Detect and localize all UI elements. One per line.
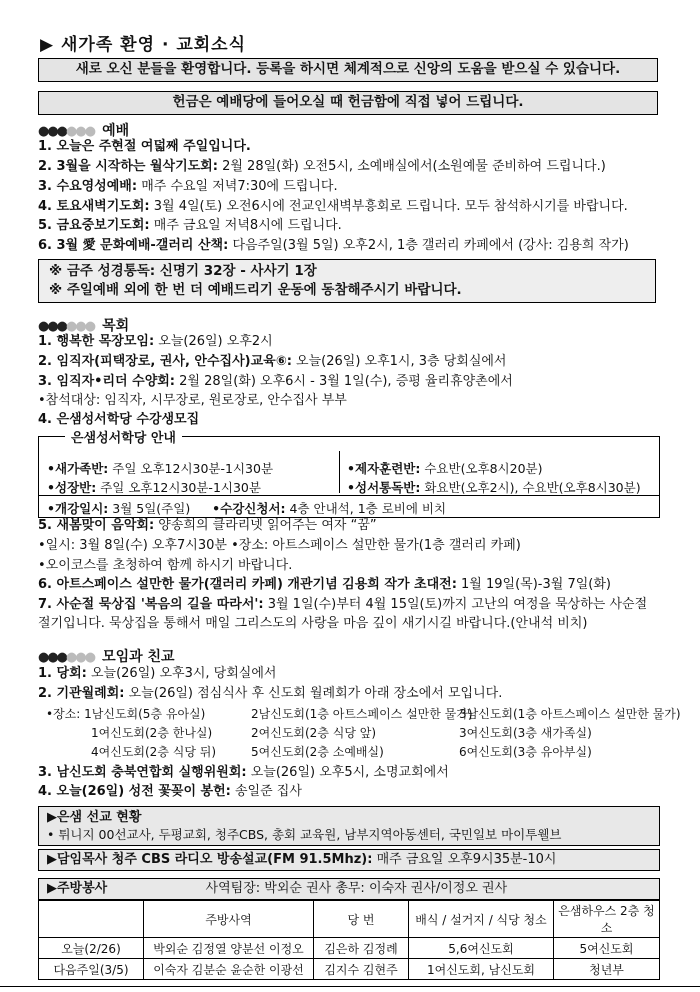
fellowship-heading: ●●●●●● 모임과 친교: [38, 649, 175, 665]
worship-item: 1. 오늘은 주현절 여덟째 주일입니다.: [38, 139, 251, 154]
fellowship-item: 2. 기관월례회: 오늘(26일) 점심식사 후 신도회 월례회가 아래 장소에서 모입니다.: [38, 686, 503, 701]
table-header-row: 주방사역 당 번 배식 / 설거지 / 식당 청소 은샘하우스 2층 청소: [39, 901, 660, 938]
table-row: 다음주일(3/5) 이숙자 김분순 윤순한 이광선 김지수 김현주 1여신도회, 남신도회 청년부: [39, 959, 660, 980]
bullet-dots-icon: ●●●●●●: [38, 650, 95, 665]
kitchen-service-heading: ▶주방봉사: [47, 881, 108, 896]
fellowship-item: 4. 오늘(26일) 성전 꽃꽂이 봉헌: 송일준 집사: [38, 784, 302, 799]
offering-banner: 헌금은 예배당에 들어오실 때 헌금함에 직접 넣어 드립니다.: [38, 91, 658, 115]
bible-reading-note: ※ 금주 성경통독: 신명기 32장 - 사사기 1장: [49, 263, 317, 279]
welcome-banner: 새로 오신 분들을 환영합니다. 등록을 하시면 체계적으로 신앙의 도움을 받으실 수 있습니다.: [38, 58, 658, 82]
pastoral-item: 6. 아트스페이스 설만한 물가(갤러리 카페) 개관기념 김용희 작가 초대전: 1월 19일(목)-3월 7일(화): [38, 577, 611, 592]
radio-box: ▶담임목사 청주 CBS 라디오 방송설교(FM 91.5Mhz): 매주 금요일 오후9시35분-10시: [38, 849, 660, 871]
worship-item: 4. 토요새벽기도회: 3월 4일(토) 오전6시에 전교인새벽부흥회로 드립니다. 모두 참석하시기를 바랍니다.: [38, 199, 628, 214]
bullet-dots-icon: ●●●●●●: [38, 124, 95, 139]
pastoral-heading: ●●●●●● 목회: [38, 318, 130, 334]
worship-heading: ●●●●●● 예배: [38, 123, 130, 139]
kitchen-service-header: [38, 878, 660, 900]
meeting-places-row: 1여신도회(2층 한나실) 2여신도회(2층 식당 앞) 3여신도회(3층 새가족실): [91, 726, 592, 740]
pastoral-item: •참석대상: 임직자, 시무장로, 원로장로, 안수집사 부부: [38, 393, 347, 408]
fellowship-item: 1. 당회: 오늘(26일) 오후3시, 당회실에서: [38, 666, 277, 681]
pastoral-item: 절기입니다. 묵상집을 통해서 매일 그리스도의 사랑을 마음 깊이 새기시길 바랍니다.(안내석 비치): [38, 616, 588, 631]
mission-box: [38, 806, 660, 846]
worship-item: 2. 3월을 시작하는 월삭기도회: 2월 28일(화) 오전5시, 소예배실에서(소원예물 준비하여 드립니다.): [38, 159, 606, 174]
bible-school-title: 은샘성서학당 안내: [65, 427, 182, 446]
bible-school-right: •제자훈련반: 수요반(오후8시20분) •성서통독반: 화요반(오후2시), 수요반(오후8시30분): [347, 461, 641, 495]
mission-list: • 튀니지 00선교사, 두평교회, 청주CBS, 총회 교육원, 남부지역아동센터, 국민일보 마이투웰브: [47, 827, 562, 842]
pastoral-item: 3. 임직자•리더 수양회: 2월 28일(화) 오후6시 - 3월 1일(수), 증평 율리휴양촌에서: [38, 374, 513, 389]
pastoral-item: 5. 새봄맞이 음악회: 양송희의 클라리넷 읽어주는 여자 “꿈”: [38, 518, 377, 533]
pastoral-item: 7. 사순절 묵상집 '복음의 길을 따라서': 3월 1일(수)부터 4월 15일(토)까지 고난의 여정을 묵상하는 사순절: [38, 597, 648, 612]
pastoral-item: •일시: 3월 8일(수) 오후7시30분 •장소: 아트스페이스 설만한 물가(1층 갤러리 카페): [38, 538, 521, 553]
fellowship-item: 3. 남신도회 충북연합회 실행위원회: 오늘(26일) 오후5시, 소명교회에서: [38, 765, 449, 780]
meeting-places-row: •장소: 1남신도회(5층 유아실) 2남신도회(1층 아트스페이스 설만한 물가)3남신도회(1층 아트스페이스 설만한 물가): [46, 707, 681, 721]
kitchen-service-leaders: 사역팀장: 박외순 권사 총무: 이숙자 권사/이정오 권사: [205, 881, 508, 896]
pastoral-item: •오이코스를 초청하여 함께 하시기 바랍니다.: [38, 558, 293, 573]
page-bottom-rule: [0, 986, 700, 987]
page-title: ▶ 새가족 환영 · 교회소식: [40, 35, 247, 55]
pastoral-item: 4. 은샘성서학당 수강생모집: [38, 412, 200, 427]
worship-item: 3. 수요영성예배: 매주 수요일 저녁7:30에 드립니다.: [38, 179, 338, 194]
worship-notes-box: [38, 259, 656, 303]
bible-school-info: •개강일시: 3월 5일(주일) •수강신청서: 4층 안내석, 1층 로비에 비치: [47, 501, 447, 516]
worship-item: 5. 금요중보기도회: 매주 금요일 저녁8시에 드립니다.: [38, 218, 342, 233]
extra-worship-note: ※ 주일예배 외에 한 번 더 예배드리기 운동에 동참해주시기 바랍니다.: [49, 282, 462, 298]
pastoral-item: 1. 행복한 목장모임: 오늘(26일) 오후2시: [38, 334, 273, 349]
mission-heading: ▶은샘 선교 현황: [47, 810, 142, 825]
kitchen-service-table: [38, 900, 660, 980]
worship-item: 6. 3월 愛 문화예배-갤러리 산책: 다음주일(3월 5일) 오후2시, 1층 갤러리 카페에서 (강사: 김용희 작가): [38, 238, 629, 253]
bullet-dots-icon: ●●●●●●: [38, 319, 95, 334]
pastoral-item: 2. 임직자(피택장로, 권사, 안수집사)교육⑥: 오늘(26일) 오후1시, 3층 당회실에서: [38, 354, 507, 369]
bible-school-left: •새가족반: 주일 오후12시30분-1시30분 •성장반: 주일 오후12시30분-1시30분: [47, 461, 274, 495]
meeting-places-row: 4여신도회(2층 식당 뒤) 5여신도회(2층 소예배실) 6여신도회(3층 유아부실): [91, 745, 592, 759]
bible-school-box: [38, 431, 660, 518]
table-row: 오늘(2/26) 박외순 김정열 양분선 이정오 김은하 김정례 5,6여신도회 5여신도회: [39, 938, 660, 959]
